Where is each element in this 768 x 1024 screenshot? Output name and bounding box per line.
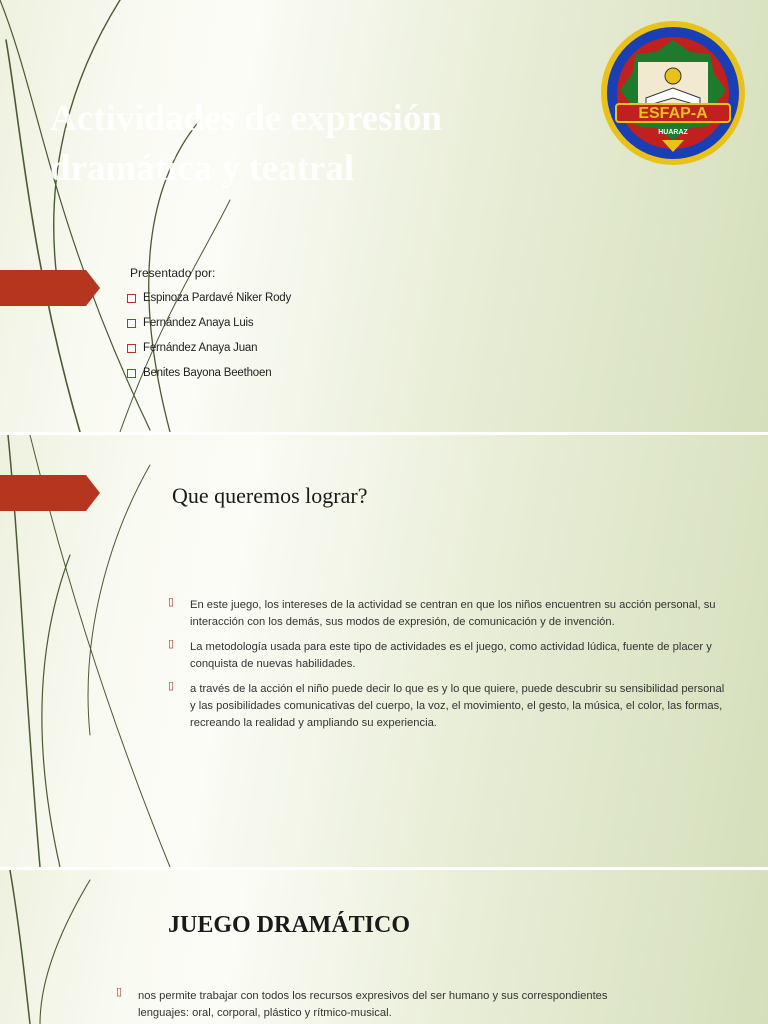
paragraph: ▯ a través de la acción el niño puede decir lo que es y lo que quiere, puede descubrir su sensibilidad personal y las posibilidades comunicativas del cuerpo, la voz, el movimiento, el gesto, la música, el color, las formas, recreando la realidad y ampliando su experiencia. — [168, 680, 725, 729]
logo-subtext: HUARAZ — [658, 129, 688, 136]
accent-tab — [0, 270, 100, 306]
list-item: Fernández Anaya Luis — [127, 315, 291, 340]
logo-text: ESFAP-A — [638, 105, 708, 122]
slide-heading: JUEGO DRAMÁTICO — [168, 912, 411, 938]
members-list — [127, 290, 291, 390]
esfap-logo — [598, 18, 748, 168]
list-item: Espinoza Pardavé Niker Rody — [127, 290, 291, 315]
slide-heading: Que queremos lograr? — [172, 483, 368, 508]
paragraph: ▯ nos permite trabajar con todos los recursos expresivos del ser humano y sus correspondientes lenguajes: oral, corporal, plástico y rítmico-musical. — [116, 986, 608, 1019]
list-item: Fernández Anaya Juan — [127, 340, 291, 365]
slide-title — [0, 0, 768, 432]
paragraph: ▯ La metodología usada para este tipo de actividades es el juego, como actividad lúdica, fuente de placer y conquista de nuevas habilidades. — [168, 638, 712, 670]
paragraph-list — [168, 597, 728, 740]
bullet-icon: ▯ — [168, 638, 175, 650]
checkbox-bullet-icon — [127, 369, 136, 378]
checkbox-bullet-icon — [127, 344, 136, 353]
checkbox-bullet-icon — [127, 319, 136, 328]
bullet-icon: ▯ — [116, 986, 123, 998]
list-item: Benites Bayona Beethoen — [127, 365, 291, 390]
slide-objectives — [0, 435, 768, 867]
presented-by-label: Presentado por: — [130, 266, 216, 280]
paragraph: ▯ En este juego, los intereses de la actividad se centran en que los niños encuentren su acción personal, su interacción con los demás, sus modos de expresión, de comunicación y de invención. — [168, 596, 716, 628]
checkbox-bullet-icon — [127, 294, 136, 303]
bullet-icon: ▯ — [168, 680, 175, 692]
bullet-icon: ▯ — [168, 596, 175, 608]
slide-title-text: Actividades de expresión dramática y teatral — [50, 98, 442, 189]
slide-dramatic-play — [0, 870, 768, 1024]
accent-tab — [0, 475, 100, 511]
